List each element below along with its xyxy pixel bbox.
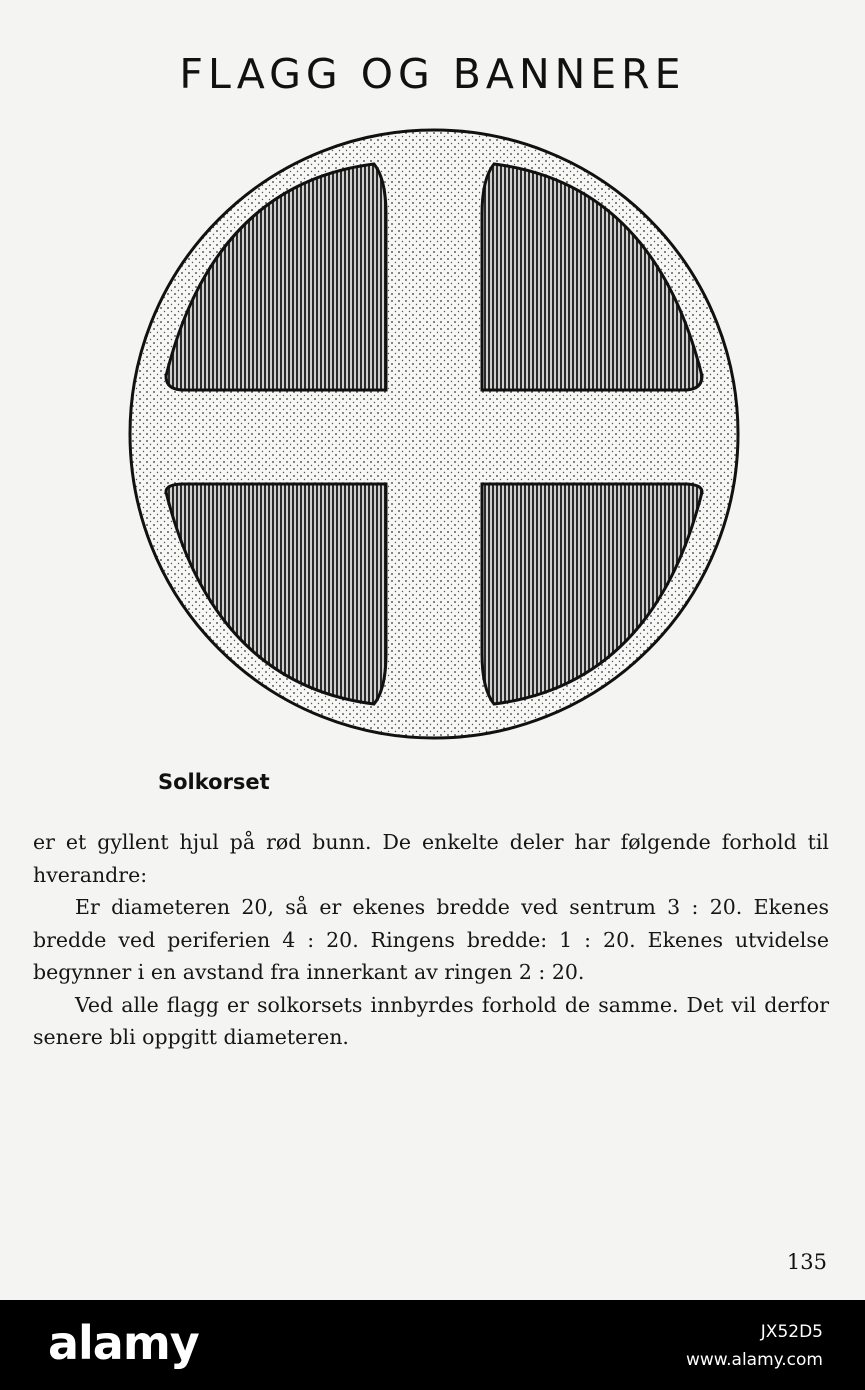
watermark-logo: alamy [48,1316,199,1370]
watermark-image-id: JX52D5 [760,1322,823,1342]
sun-cross-emblem [124,124,744,744]
watermark-bar [0,1300,865,1390]
body-text [33,826,829,1054]
emblem-caption: Solkorset [158,770,270,794]
paragraph-intro: er et gyllent hjul på rød bunn. De enkelte deler har følgende forhold til hverandre: [33,830,829,887]
page-number: 135 [786,1250,827,1274]
paragraph-proportions: Er diameteren 20, så er ekenes bredde ved sentrum 3 : 20. Ekenes bredde ved periferien 4 : 20. Ringens bredde: 1 : 20. Ekenes utvidelse begynner i en avstand fra innerkant av ringen 2 : 20. [33,895,829,984]
emblem-wheel [130,130,738,738]
page-title: FLAGG OG BANNERE [179,50,686,98]
watermark-url: www.alamy.com [685,1350,823,1370]
paragraph-note: Ved alle flagg er solkorsets innbyrdes forhold de samme. Det vil derfor senere bli oppgitt diameteren. [33,992,829,1049]
